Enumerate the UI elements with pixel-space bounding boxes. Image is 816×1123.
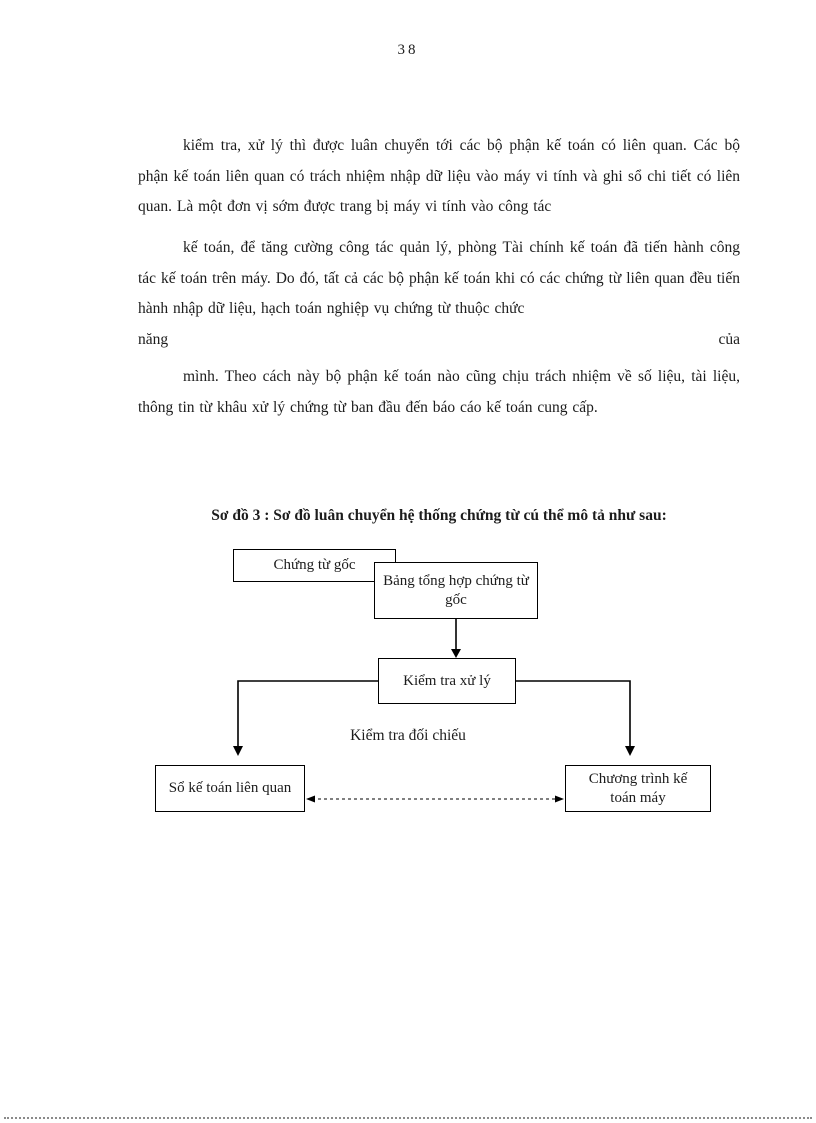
flowchart-box-chuong-trinh: Chương trình kế toán máy <box>565 765 711 812</box>
flowchart-box-kiem-tra-xu-ly: Kiểm tra xử lý <box>378 658 516 704</box>
arrow-right-down-icon <box>516 681 635 756</box>
page-number: 38 <box>397 42 419 58</box>
arrow-down-icon <box>451 619 461 658</box>
flowchart-box-bang-tong-hop: Bảng tổng hợp chứng từ gốc <box>374 562 538 619</box>
paragraph-2 <box>138 233 740 355</box>
paragraph-1: kiểm tra, xử lý thì được luân chuyển tới các bộ phận kế toán có liên quan. Các bộ phận kế toán liên quan có trách nhiệm nhập dữ liệu vào máy vi tính và ghi sổ chi tiết có liên quan. Là một đơn vị sớm được trang bị máy vi tính vào công tác <box>138 137 740 215</box>
page-bottom-dotted-line <box>4 1117 812 1119</box>
paragraph-3: mình. Theo cách này bộ phận kế toán nào cũng chịu trách nhiệm về số liệu, tài liệu, thông tin từ khâu xử lý chứng từ ban đầu đến báo cáo kế toán cung cấp. <box>138 368 740 416</box>
diagram-title: Sơ đồ 3 : Sơ đồ luân chuyển hệ thống chứng từ cú thể mô tả như sau: <box>211 507 667 524</box>
paragraph-2-right-word: của <box>718 330 740 348</box>
dashed-double-arrow-icon <box>306 796 564 803</box>
flowchart-label-kiem-tra-doi-chieu: Kiểm tra đối chiếu <box>350 727 466 744</box>
paragraph-2-left-word: năng <box>138 330 169 348</box>
flowchart-box-chung-tu-goc: Chứng từ gốc <box>233 549 396 582</box>
flowchart-box-so-ke-toan: Sổ kế toán liên quan <box>155 765 305 812</box>
paragraph-2-text: kế toán, để tăng cường công tác quản lý, phòng Tài chính kế toán đã tiến hành công tác kế toán trên máy. Do đó, tất cả các bộ phận kế toán khi có các chứng từ liên quan đều tiến hành nhập dữ liệu, hạch toán nghiệp vụ chứng từ thuộc chức <box>138 239 740 317</box>
paragraph-2-justified-line <box>138 325 740 356</box>
